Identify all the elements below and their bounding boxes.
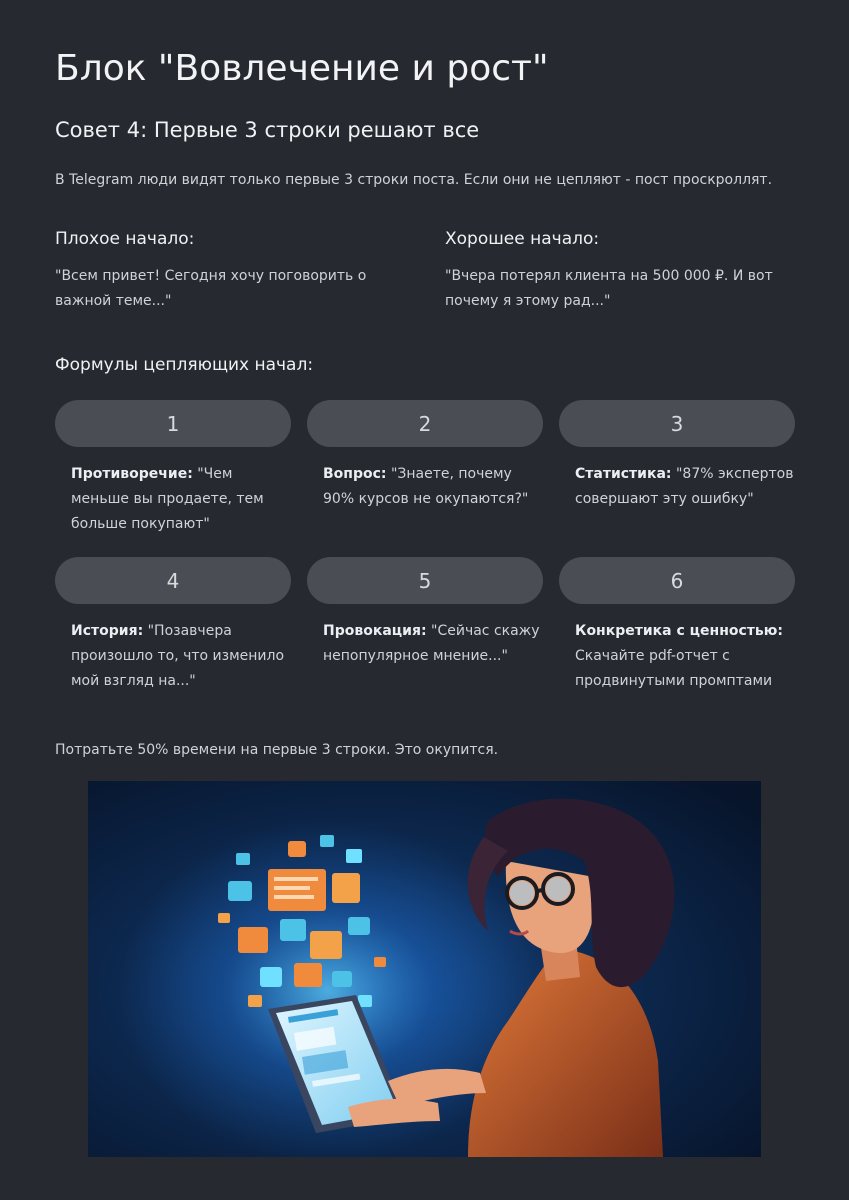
formula-example: "Чем меньше вы продаете, тем больше покупают": [71, 466, 264, 532]
formula-card-2: [307, 400, 543, 537]
formula-card-6: [559, 557, 795, 694]
formula-label: Конкретика с ценностью:: [575, 623, 783, 639]
formula-card-5: [307, 557, 543, 694]
intro-text: В Telegram люди видят только первые 3 строки поста. Если они не цепляют - пост проскроллят.: [55, 172, 773, 188]
formula-description: [575, 462, 795, 537]
formulas-grid: [55, 400, 795, 694]
formula-number-pill: 1: [55, 400, 291, 447]
closing-text: Потратьте 50% времени на первые 3 строки. Это окупится.: [55, 742, 499, 758]
good-start-block: [445, 226, 785, 314]
formula-example: "87% экспертов совершают эту ошибку": [575, 466, 794, 507]
formula-example: "Позавчера произошло то, что изменило мой взгляд на...": [71, 623, 285, 689]
formula-number-pill: 3: [559, 400, 795, 447]
good-start-heading: Хорошее начало:: [445, 229, 600, 249]
formula-example: "Знаете, почему 90% курсов не окупаются?": [323, 466, 529, 507]
formula-description: [71, 619, 291, 694]
formula-example: Скачайте pdf-отчет с продвинутыми промптами: [575, 648, 773, 689]
formula-card-4: [55, 557, 291, 694]
formula-description: [323, 462, 543, 537]
formula-label: Статистика:: [575, 466, 672, 482]
bad-start-block: [55, 226, 395, 314]
formula-label: История:: [71, 623, 144, 639]
formula-example: "Сейчас скажу непопулярное мнение...": [323, 623, 540, 664]
good-start-example: "Вчера потерял клиента на 500 000 ₽. И вот почему я этому рад...": [445, 268, 773, 309]
bad-start-example: "Всем привет! Сегодня хочу поговорить о важной теме...": [55, 268, 367, 309]
formula-number-pill: 6: [559, 557, 795, 604]
formula-description: [71, 462, 291, 537]
bad-start-heading: Плохое начало:: [55, 229, 195, 249]
formula-label: Противоречие:: [71, 466, 193, 482]
woman-reading-tablet-illustration: [88, 781, 761, 1157]
formula-label: Провокация:: [323, 623, 427, 639]
formula-card-3: [559, 400, 795, 537]
tip-subtitle: Совет 4: Первые 3 строки решают все: [55, 118, 480, 142]
page-title: Блок "Вовлечение и рост": [55, 48, 549, 89]
formulas-heading: Формулы цепляющих начал:: [55, 355, 314, 375]
formula-number-pill: 4: [55, 557, 291, 604]
formula-label: Вопрос:: [323, 466, 387, 482]
formula-description: [575, 619, 795, 694]
formula-number-pill: 2: [307, 400, 543, 447]
page: [55, 0, 795, 1200]
formula-number-pill: 5: [307, 557, 543, 604]
formula-description: [323, 619, 543, 694]
formula-card-1: [55, 400, 291, 537]
